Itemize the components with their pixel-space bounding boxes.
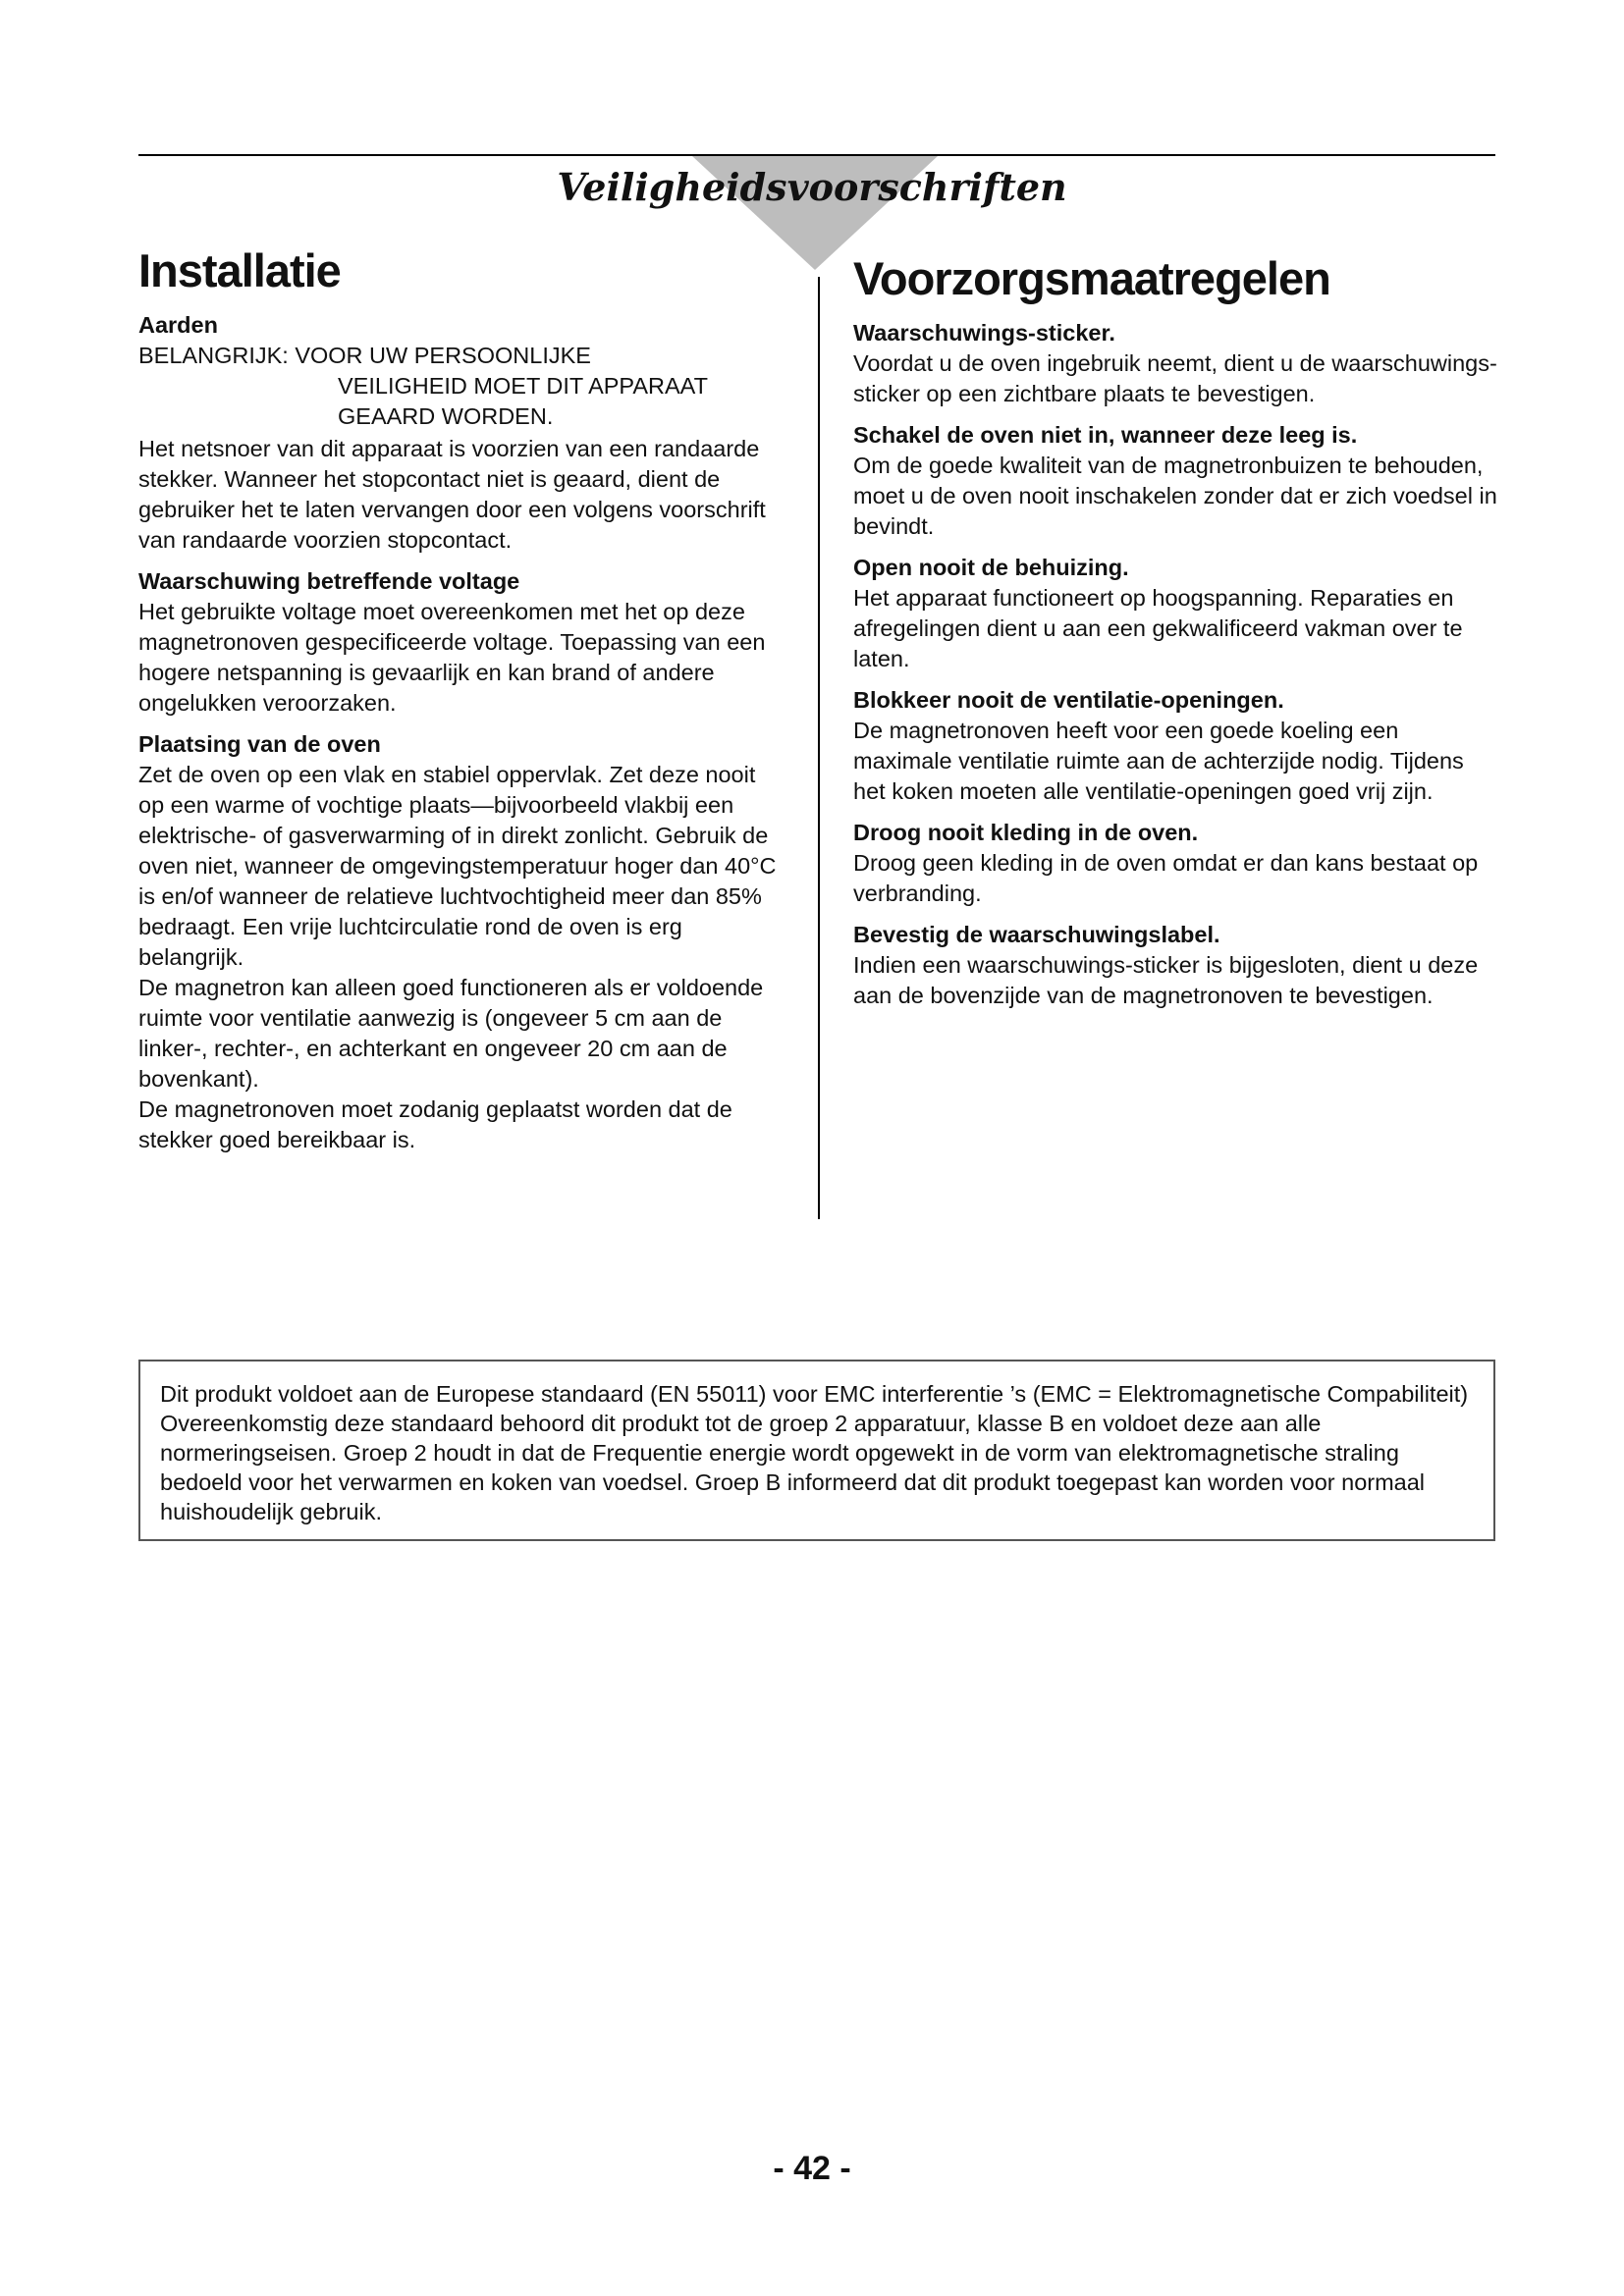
precaution-body: Indien een waarschuwings-sticker is bijgesloten, dient u deze aan de bovenzijde van de magnetronoven te bevestigen. (853, 951, 1479, 1008)
column-divider (818, 277, 820, 1219)
important-notice-line: GEAARD WORDEN. (338, 402, 554, 429)
placement-heading: Plaatsing van de oven (138, 730, 381, 757)
installation-title: Installatie (138, 244, 341, 296)
grounding-heading: Aarden (138, 311, 218, 338)
installation-column (138, 245, 786, 1155)
precaution-body: Droog geen kleding in de oven omdat er dan kans bestaat op verbranding. (853, 849, 1479, 906)
placement-body: Zet de oven op een vlak en stabiel oppervlak. Zet deze nooit op een warme of vochtige plaats—bijvoorbeeld vlakbij een elektrische- of gasverwarming of in direkt zonlicht. Gebruik de oven niet, wanneer de omgevingstemperatuur hoger dan 40°C is en/of wanneer de relatieve luchtvochtigheid meer dan 85% bedraagt. Een vrije luchtcirculatie rond de oven is erg belangrijk. (138, 761, 777, 970)
precaution-body: De magnetronoven heeft voor een goede koeling een maximale ventilatie ruimte aan de achterzijde nodig. Tijdens het koken moeten alle ventilatie-openingen goed vrij zijn. (853, 717, 1464, 804)
precaution-heading: Waarschuwings-sticker. (853, 319, 1115, 346)
important-notice-line: BELANGRIJK: VOOR UW PERSOONLIJKE (138, 342, 591, 368)
precaution-heading: Open nooit de behuizing. (853, 554, 1129, 580)
placement-body: De magnetronoven moet zodanig geplaatst worden dat de stekker goed bereikbaar is. (138, 1095, 732, 1152)
precaution-heading: Blokkeer nooit de ventilatie-openingen. (853, 686, 1284, 713)
emc-notice-text: Dit produkt voldoet aan de Europese standaard (EN 55011) voor EMC interferentie ’s (EMC = Elektromagnetische Compabiliteit) Overeenkomstig deze standaard behoord dit produkt tot de groep 2 apparatuur, klasse B en voldoet deze aan alle normeringseisen. Groep 2 houdt in dat de Frequentie energie wordt opgewekt in de vorm van elektromagnetische straling bedoeld voor het verwarmen en koken van voedsel. Groep B informeerd dat dit produkt toegepast kan worden voor normaal huishoudelijk gebruik. (160, 1381, 1469, 1524)
precaution-heading: Bevestig de waarschuwingslabel. (853, 921, 1220, 947)
precaution-heading: Schakel de oven niet in, wanneer deze leeg is. (853, 421, 1358, 448)
precaution-body: Om de goede kwaliteit van de magnetronbuizen te behouden, moet u de oven nooit inschakelen zonder dat er zich voedsel in bevindt. (853, 452, 1497, 539)
precaution-heading: Droog nooit kleding in de oven. (853, 819, 1199, 845)
precautions-column (853, 253, 1501, 1022)
precaution-body: Voordat u de oven ingebruik neemt, dient u de waarschuwings-sticker op een zichtbare plaats te bevestigen. (853, 349, 1497, 406)
important-notice-line: VEILIGHEID MOET DIT APPARAAT (338, 372, 708, 399)
placement-body: De magnetron kan alleen goed functioneren als er voldoende ruimte voor ventilatie aanwezig is (ongeveer 5 cm aan de linker-, rechter-, en achterkant en ongeveer 20 cm aan de bovenkant). (138, 974, 764, 1092)
page-number: - 42 - (773, 2150, 851, 2187)
precautions-title: Voorzorgsmaatregelen (853, 252, 1330, 304)
section-title: Veiligheidsvoorschriften (557, 165, 1067, 209)
emc-notice-box (138, 1360, 1495, 1541)
voltage-heading: Waarschuwing betreffende voltage (138, 567, 520, 594)
grounding-body: Het netsnoer van dit apparaat is voorzien van een randaarde stekker. Wanneer het stopcontact niet is geaard, dient de gebruiker het te laten vervangen door een volgens voorschrift van randaarde voorzien stopcontact. (138, 435, 766, 553)
precaution-body: Het apparaat functioneert op hoogspanning. Reparaties en afregelingen dient u aan een gekwalificeerd vakman over te laten. (853, 584, 1463, 671)
voltage-body: Het gebruikte voltage moet overeenkomen met het op deze magnetronoven gespecificeerde voltage. Toepassing van een hogere netspanning is gevaarlijk en kan brand of andere ongelukken veroorzaken. (138, 598, 766, 716)
